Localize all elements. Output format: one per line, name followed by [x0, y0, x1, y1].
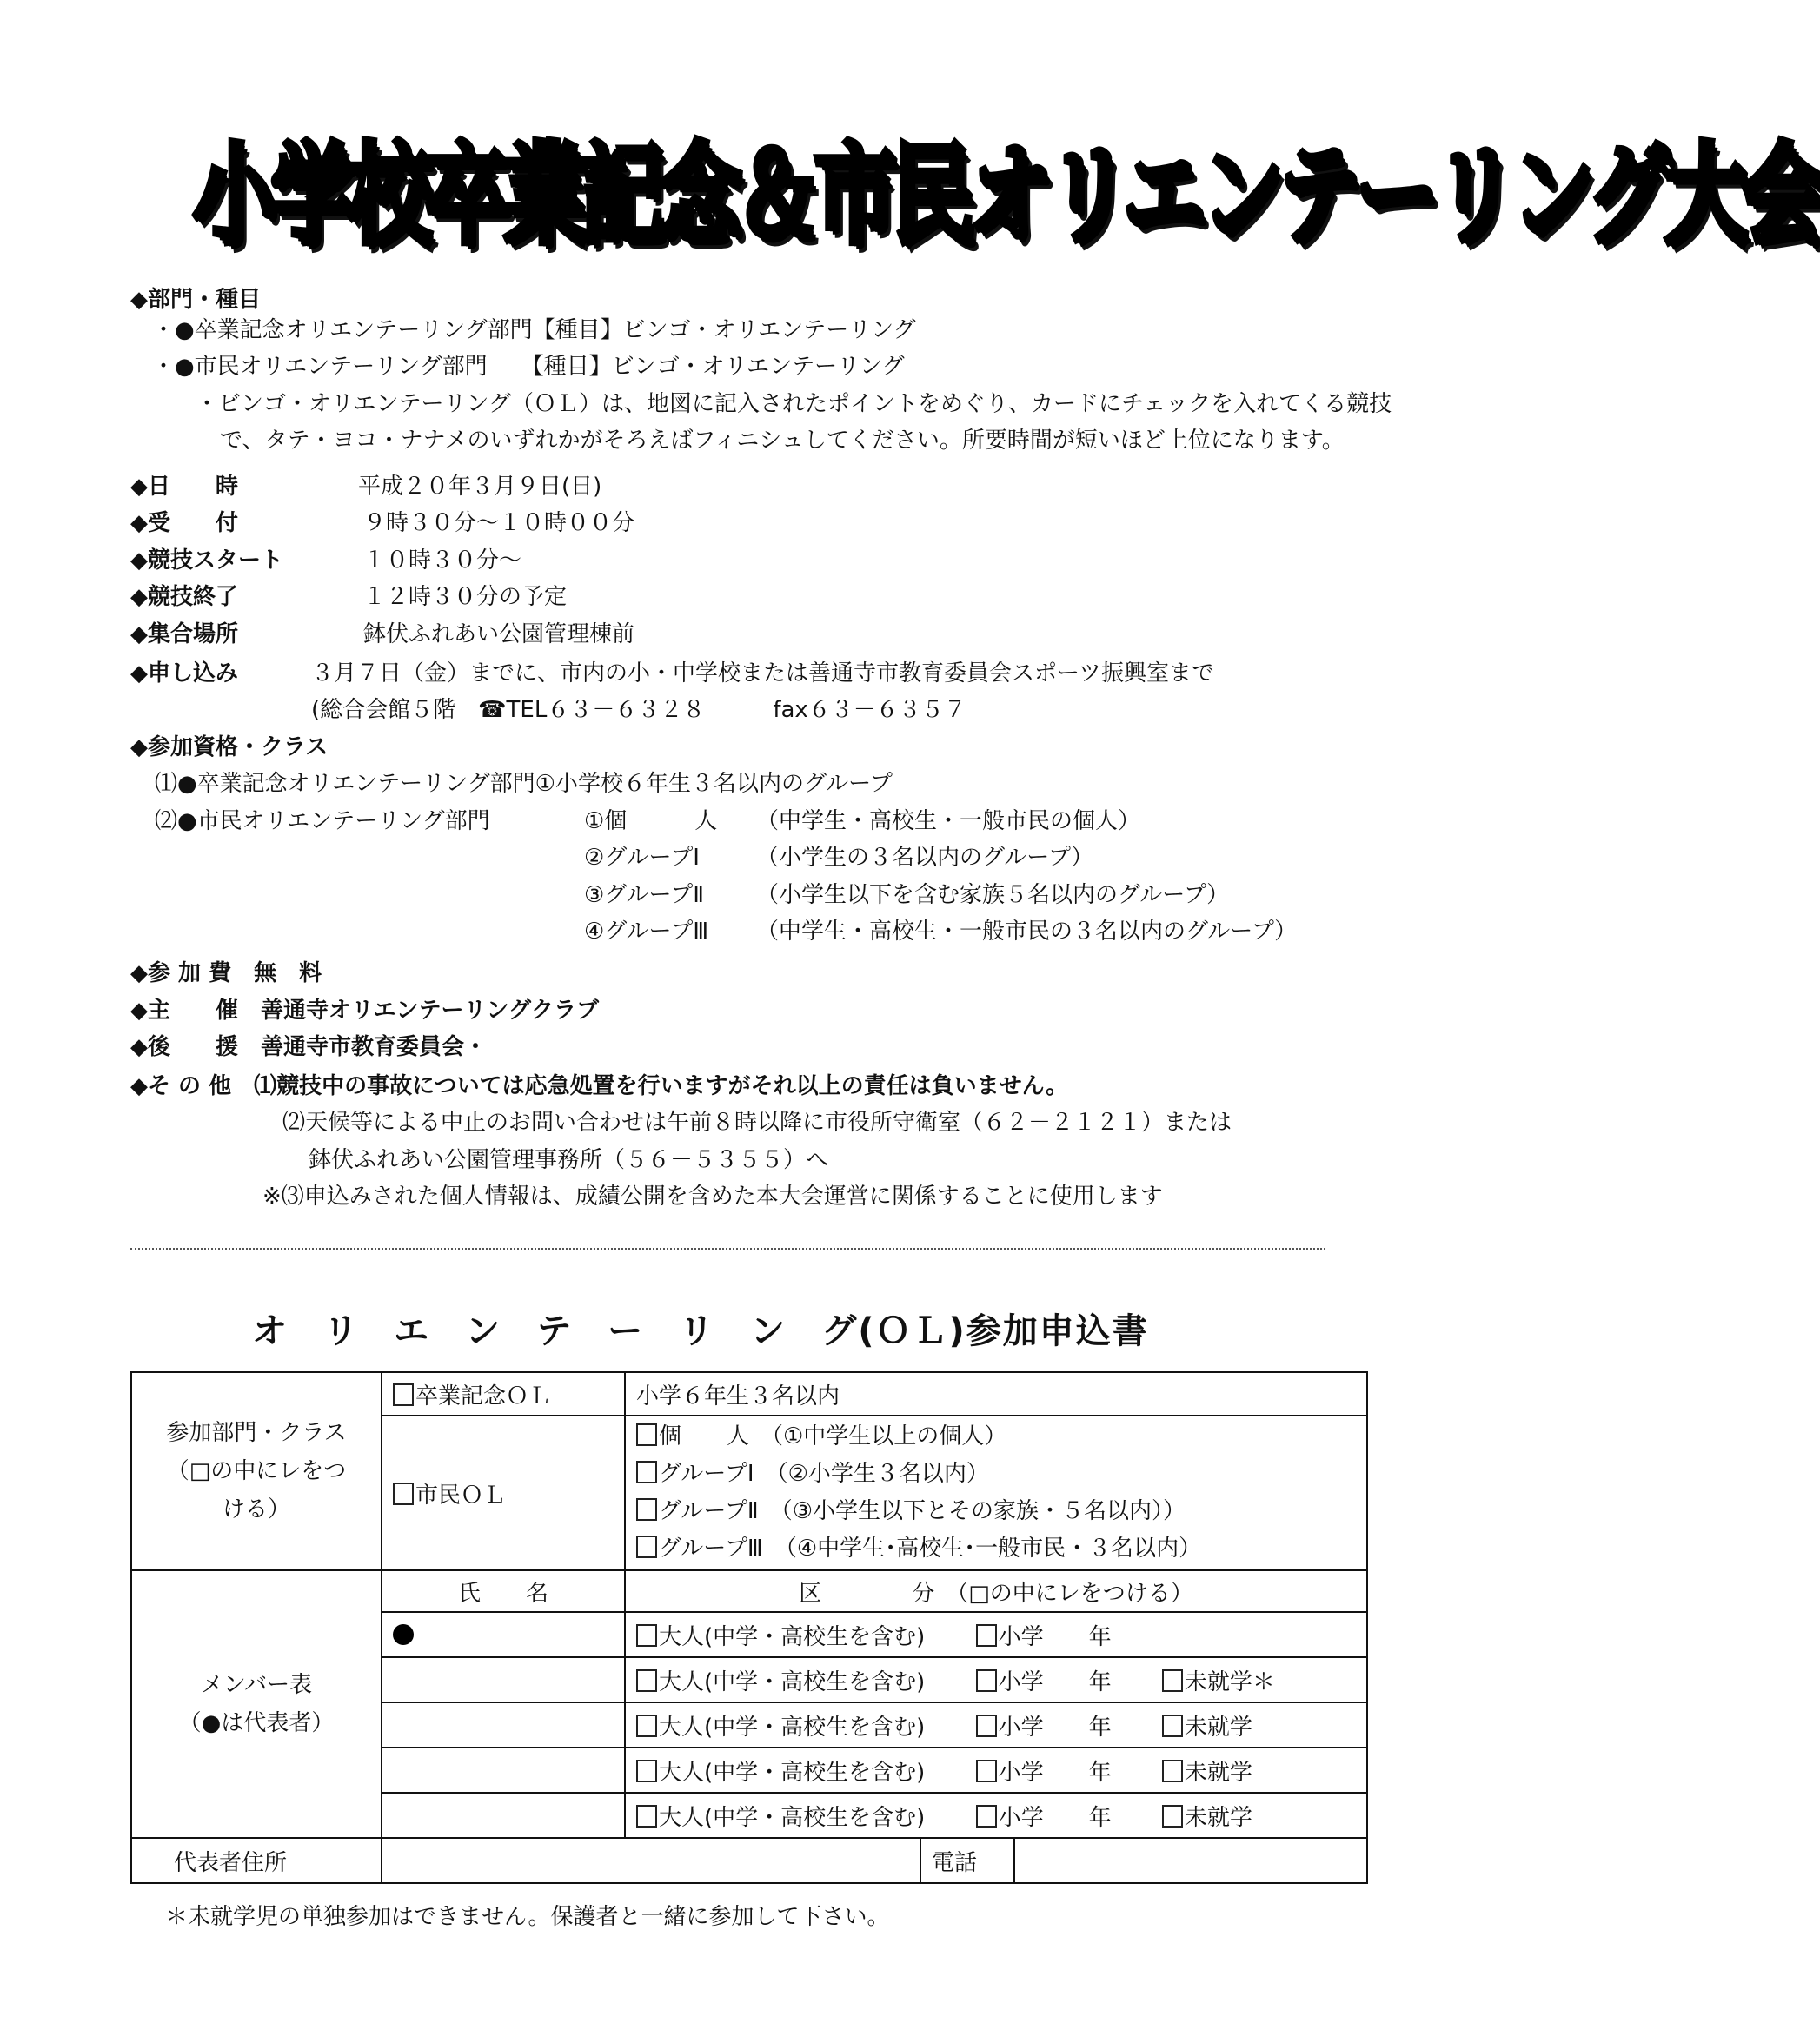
address-field[interactable] — [382, 1838, 920, 1883]
citizen-classes-cell — [625, 1416, 1367, 1570]
label-meeting-place: ◆集合場所 — [130, 621, 238, 647]
citizen-class-option[interactable]: 個 人 （①中学生以上の個人） — [636, 1418, 1356, 1456]
label-start: ◆競技スタート — [130, 547, 283, 574]
checkbox[interactable] — [1162, 1805, 1183, 1828]
footnote: ＊未就学児の単独参加はできません。保護者と一緒に参加して下さい。 — [165, 1904, 890, 1930]
form-title: オリエンテーリング(ＯＬ)参加申込書 — [252, 1311, 1149, 1351]
sponsor-line: ◆後 援 善通寺市教育委員会・ — [130, 1034, 487, 1060]
opt-adult-label: 大人(中学・高校生を含む) — [659, 1623, 926, 1650]
class-group-2-desc: （小学生以下を含む家族５名以内のグループ） — [756, 882, 1230, 908]
opt-preschool-label: 未就学 — [1184, 1668, 1252, 1695]
class-individual: ①個 人 — [584, 808, 718, 834]
member-category-cell: 大人(中学・高校生を含む) 小学 年 未就学 — [625, 1793, 1367, 1838]
class-group-2: ③グループⅡ — [584, 882, 705, 908]
member-category-cell: 大人(中学・高校生を含む) 小学 年 未就学 — [625, 1702, 1367, 1748]
cut-line-divider — [130, 1248, 1325, 1250]
checkbox[interactable] — [636, 1669, 657, 1692]
checkbox[interactable] — [636, 1498, 657, 1521]
dept-graduation-label: 卒業記念ＯＬ — [415, 1383, 552, 1410]
checkbox[interactable] — [636, 1760, 657, 1782]
checkbox[interactable] — [636, 1423, 657, 1446]
checkbox[interactable] — [976, 1760, 997, 1782]
value-reception: ９時３０分～１０時００分 — [363, 510, 635, 536]
fee-line: ◆参 加 費 無 料 — [130, 960, 322, 986]
opt-elementary-label: 小学 年 — [998, 1623, 1112, 1650]
eligibility-citizen: ⑵●市民オリエンテーリング部門 — [155, 808, 490, 834]
checkbox[interactable] — [1162, 1760, 1183, 1782]
preschool-note-mark: ＊ — [1252, 1668, 1275, 1695]
section-department: ◆部門・種目 — [130, 287, 261, 313]
dept-label: 参加部門・クラス — [166, 1420, 347, 1446]
checkbox[interactable] — [976, 1624, 997, 1647]
value-date: 平成２０年３月９日(日) — [358, 474, 602, 500]
checkbox[interactable] — [393, 1383, 414, 1406]
citizen-class-option[interactable]: グループⅠ （②小学生３名以内） — [636, 1456, 1356, 1493]
checkbox[interactable] — [976, 1669, 997, 1692]
checkbox[interactable] — [1162, 1715, 1183, 1737]
citizen-class-option[interactable]: グループⅢ （④中学生･高校生･一般市民・３名以内） — [636, 1530, 1356, 1568]
dept-graduation-class: 小学６年生３名以内 — [625, 1372, 1367, 1416]
checkbox[interactable] — [636, 1715, 657, 1737]
other-line-2: ⑵天候等による中止のお問い合わせは午前８時以降に市役所守衛室（６２－２１２１）または — [282, 1110, 1232, 1136]
member-name-field[interactable] — [382, 1657, 625, 1702]
member-name-field[interactable] — [382, 1793, 625, 1838]
checkbox[interactable] — [976, 1805, 997, 1828]
col-category-header: 区 分 （□の中にレをつける） — [625, 1570, 1367, 1612]
members-label-cell — [131, 1570, 382, 1838]
checkbox[interactable] — [1162, 1669, 1183, 1692]
class-individual-desc: （中学生・高校生・一般市民の個人） — [756, 808, 1141, 834]
checkbox[interactable] — [636, 1461, 657, 1483]
member-name-field[interactable] — [382, 1748, 625, 1793]
citizen-class-option[interactable]: グループⅡ （③小学生以下とその家族・５名以内）） — [636, 1493, 1356, 1530]
section-eligibility: ◆参加資格・クラス — [130, 734, 329, 760]
dept-citizen-cell[interactable] — [382, 1416, 625, 1570]
dept-graduation-line: ・●卒業記念オリエンテーリング部門【種目】ビンゴ・オリエンテーリング — [152, 317, 916, 343]
member-category-cell: 大人(中学・高校生を含む) 小学 年 未就学 — [625, 1748, 1367, 1793]
bingo-description-1: ・ビンゴ・オリエンテーリング（ＯＬ）は、地図に記入されたポイントをめぐり、カードにチェックを入れてくる競技 — [196, 391, 1392, 417]
col-name-header: 氏 名 — [382, 1570, 625, 1612]
class-group-1: ②グループⅠ — [584, 845, 700, 871]
class-group-3-desc: （中学生・高校生・一般市民の３名以内のグループ） — [756, 919, 1298, 945]
label-end: ◆競技終了 — [130, 584, 238, 610]
members-label: メンバー表 — [200, 1672, 313, 1698]
organizer-line: ◆主 催 善通寺オリエンテーリングクラブ — [130, 998, 599, 1024]
other-line-1: ◆そ の 他 ⑴競技中の事故については応急処置を行いますがそれ以上の責任は負いません。 — [130, 1073, 1069, 1099]
representative-dot-icon — [393, 1624, 414, 1645]
bingo-description-2: で、タテ・ヨコ・ナナメのいずれかがそろえばフィニシュしてください。所要時間が短いほど上位になります。 — [220, 428, 1345, 454]
checkbox[interactable] — [636, 1805, 657, 1828]
checkbox[interactable] — [636, 1624, 657, 1647]
application-form-table — [130, 1371, 1368, 1884]
member-category-cell — [625, 1612, 1367, 1657]
eligibility-graduation: ⑴●卒業記念オリエンテーリング部門①小学校６年生３名以内のグループ — [155, 771, 893, 797]
dept-label-cell — [131, 1372, 382, 1570]
document-title: 小学校卒業記念＆市民オリエンテーリング大会 — [193, 131, 1820, 259]
address-label: 代表者住所 — [131, 1838, 382, 1883]
label-reception: ◆受 付 — [130, 510, 238, 536]
dept-hint-2: ける） — [222, 1496, 290, 1522]
value-start: １０時３０分～ — [363, 547, 522, 574]
label-date: ◆日 時 — [130, 474, 238, 500]
dept-graduation-cell[interactable] — [382, 1372, 625, 1416]
member-name-field[interactable] — [382, 1612, 625, 1657]
dept-citizen-line: ・●市民オリエンテーリング部門 【種目】ビンゴ・オリエンテーリング — [152, 354, 905, 380]
value-meeting-place: 鉢伏ふれあい公園管理棟前 — [363, 621, 635, 647]
checkbox[interactable] — [976, 1715, 997, 1737]
value-end: １２時３０分の予定 — [363, 584, 568, 610]
label-application: ◆申し込み — [130, 660, 238, 687]
phone-field[interactable] — [1014, 1838, 1367, 1883]
value-application-contact: (総合会館５階 ☎TEL６３－６３２８ fax６３－６３５７ — [311, 697, 966, 723]
checkbox[interactable] — [393, 1483, 414, 1505]
dept-citizen-label: 市民ＯＬ — [415, 1482, 507, 1509]
dept-hint-1: （□の中にレをつ — [166, 1458, 347, 1484]
member-category-cell: 大人(中学・高校生を含む) 小学 年 未就学＊ — [625, 1657, 1367, 1702]
member-name-field[interactable] — [382, 1702, 625, 1748]
value-application: ３月７日（金）までに、市内の小・中学校または善通寺市教育委員会スポーツ振興室まで — [311, 660, 1214, 687]
members-hint: （●は代表者） — [178, 1710, 335, 1736]
other-line-4: ※⑶申込みされた個人情報は、成績公開を含めた本大会運営に関係することに使用します — [262, 1184, 1163, 1210]
checkbox[interactable] — [636, 1536, 657, 1558]
other-line-3: 鉢伏ふれあい公園管理事務所（５６－５３５５）へ — [309, 1147, 829, 1173]
class-group-1-desc: （小学生の３名以内のグループ） — [756, 845, 1094, 871]
class-group-3: ④グループⅢ — [584, 919, 709, 945]
phone-label: 電話 — [920, 1838, 1014, 1883]
